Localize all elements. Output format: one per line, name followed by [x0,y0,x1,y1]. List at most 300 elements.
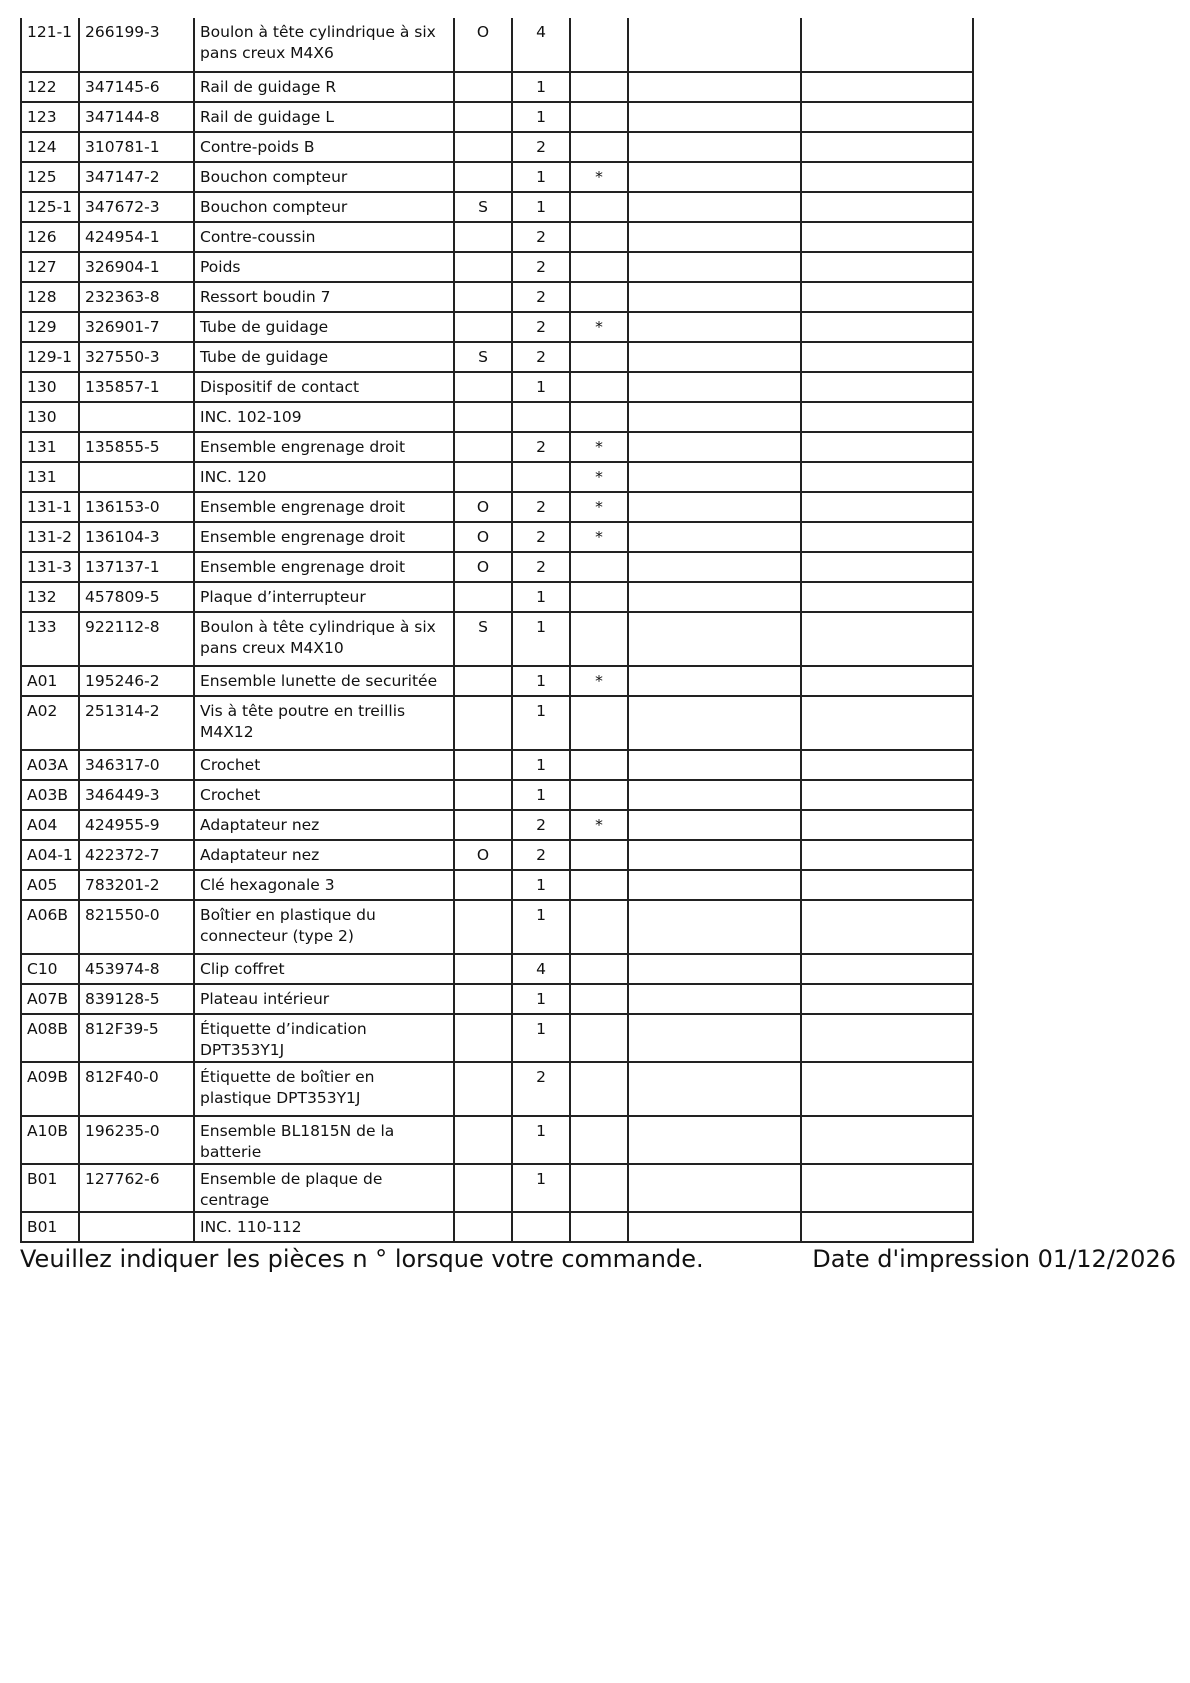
extra-col-2-cell [801,984,973,1014]
quantity-cell: 1 [512,870,570,900]
part-number-cell: 424954-1 [79,222,194,252]
table-row [21,582,973,612]
description-cell: Crochet [194,780,454,810]
description-cell: Boîtier en plastique du connecteur (type 2) [194,900,454,954]
part-number-cell: 195246-2 [79,666,194,696]
extra-col-1-cell [628,192,801,222]
extra-col-2-cell [801,222,973,252]
table-row [21,18,973,72]
item-number-cell: 131-2 [21,522,79,552]
extra-col-2-cell [801,492,973,522]
extra-col-1-cell [628,522,801,552]
note-cell [570,552,628,582]
table-row [21,840,973,870]
extra-col-1-cell [628,222,801,252]
table-row [21,162,973,192]
table-row [21,462,973,492]
item-number-cell: A03A [21,750,79,780]
quantity-cell: 1 [512,102,570,132]
part-number-cell: 137137-1 [79,552,194,582]
part-number-cell: 136153-0 [79,492,194,522]
note-cell: * [570,666,628,696]
extra-col-2-cell [801,900,973,954]
extra-col-2-cell [801,162,973,192]
extra-col-1-cell [628,552,801,582]
note-cell: * [570,462,628,492]
quantity-cell: 2 [512,312,570,342]
parts-table [20,18,974,1243]
extra-col-1-cell [628,462,801,492]
flag-cell: O [454,492,512,522]
part-number-cell: 251314-2 [79,696,194,750]
part-number-cell: 326901-7 [79,312,194,342]
quantity-cell: 2 [512,342,570,372]
part-number-cell [79,402,194,432]
description-cell: Boulon à tête cylindrique à six pans creux M4X6 [194,18,454,72]
extra-col-1-cell [628,492,801,522]
quantity-cell: 1 [512,1014,570,1062]
description-cell: Rail de guidage L [194,102,454,132]
flag-cell: O [454,18,512,72]
part-number-cell: 839128-5 [79,984,194,1014]
description-cell: Contre-poids B [194,132,454,162]
extra-col-1-cell [628,252,801,282]
flag-cell [454,870,512,900]
description-cell: Plateau intérieur [194,984,454,1014]
extra-col-1-cell [628,900,801,954]
part-number-cell: 346317-0 [79,750,194,780]
note-cell [570,750,628,780]
extra-col-2-cell [801,402,973,432]
item-number-cell: 132 [21,582,79,612]
table-row [21,780,973,810]
table-row [21,954,973,984]
quantity-cell: 2 [512,522,570,552]
item-number-cell: A09B [21,1062,79,1116]
note-cell [570,900,628,954]
description-cell: Ensemble lunette de securitée [194,666,454,696]
note-cell [570,102,628,132]
table-row [21,522,973,552]
part-number-cell: 135857-1 [79,372,194,402]
part-number-cell: 457809-5 [79,582,194,612]
note-cell: * [570,522,628,552]
part-number-cell: 310781-1 [79,132,194,162]
extra-col-1-cell [628,780,801,810]
quantity-cell: 1 [512,900,570,954]
item-number-cell: A07B [21,984,79,1014]
print-date: Date d'impression 01/12/2026 [812,1245,1176,1273]
extra-col-1-cell [628,282,801,312]
item-number-cell: A05 [21,870,79,900]
flag-cell: S [454,192,512,222]
description-cell: Tube de guidage [194,312,454,342]
description-cell: Adaptateur nez [194,810,454,840]
item-number-cell: A02 [21,696,79,750]
quantity-cell: 1 [512,666,570,696]
flag-cell [454,1212,512,1242]
note-cell: * [570,162,628,192]
table-row [21,312,973,342]
note-cell [570,840,628,870]
flag-cell [454,1164,512,1212]
flag-cell [454,282,512,312]
description-cell: Tube de guidage [194,342,454,372]
extra-col-1-cell [628,312,801,342]
flag-cell [454,1062,512,1116]
flag-cell: S [454,612,512,666]
flag-cell [454,72,512,102]
description-cell: Ensemble engrenage droit [194,522,454,552]
flag-cell [454,900,512,954]
part-number-cell: 196235-0 [79,1116,194,1164]
quantity-cell: 1 [512,750,570,780]
note-cell [570,696,628,750]
description-cell: Rail de guidage R [194,72,454,102]
quantity-cell: 1 [512,162,570,192]
note-cell [570,780,628,810]
description-cell: Bouchon compteur [194,162,454,192]
description-cell: Contre-coussin [194,222,454,252]
note-cell [570,870,628,900]
extra-col-1-cell [628,1014,801,1062]
flag-cell [454,402,512,432]
extra-col-1-cell [628,954,801,984]
note-cell [570,984,628,1014]
flag-cell [454,750,512,780]
quantity-cell: 4 [512,954,570,984]
description-cell: Bouchon compteur [194,192,454,222]
note-cell [570,1116,628,1164]
extra-col-2-cell [801,432,973,462]
table-row [21,282,973,312]
extra-col-1-cell [628,162,801,192]
note-cell: * [570,312,628,342]
order-instruction-note: Veuillez indiquer les pièces n ° lorsque votre commande. [20,1245,704,1273]
item-number-cell: C10 [21,954,79,984]
note-cell [570,582,628,612]
extra-col-2-cell [801,810,973,840]
parts-table-body [21,18,973,1242]
item-number-cell: 125 [21,162,79,192]
part-number-cell: 347672-3 [79,192,194,222]
quantity-cell: 2 [512,1062,570,1116]
description-cell: Vis à tête poutre en treillis M4X12 [194,696,454,750]
item-number-cell: 123 [21,102,79,132]
extra-col-2-cell [801,1014,973,1062]
extra-col-1-cell [628,72,801,102]
item-number-cell: 133 [21,612,79,666]
quantity-cell: 2 [512,132,570,162]
part-number-cell: 922112-8 [79,612,194,666]
quantity-cell: 2 [512,252,570,282]
item-number-cell: 126 [21,222,79,252]
extra-col-1-cell [628,1062,801,1116]
table-row [21,492,973,522]
item-number-cell: B01 [21,1164,79,1212]
flag-cell [454,780,512,810]
note-cell [570,252,628,282]
note-cell [570,72,628,102]
extra-col-1-cell [628,342,801,372]
quantity-cell: 1 [512,1116,570,1164]
table-row [21,1062,973,1116]
table-row [21,552,973,582]
description-cell: Ensemble engrenage droit [194,432,454,462]
part-number-cell: 347147-2 [79,162,194,192]
item-number-cell: A04 [21,810,79,840]
part-number-cell: 424955-9 [79,810,194,840]
extra-col-1-cell [628,102,801,132]
quantity-cell: 1 [512,192,570,222]
extra-col-2-cell [801,372,973,402]
extra-col-2-cell [801,750,973,780]
description-cell: Dispositif de contact [194,372,454,402]
extra-col-2-cell [801,666,973,696]
description-cell: Clip coffret [194,954,454,984]
part-number-cell: 422372-7 [79,840,194,870]
part-number-cell: 326904-1 [79,252,194,282]
part-number-cell: 347144-8 [79,102,194,132]
part-number-cell: 821550-0 [79,900,194,954]
item-number-cell: A03B [21,780,79,810]
quantity-cell: 1 [512,372,570,402]
note-cell [570,1014,628,1062]
item-number-cell: B01 [21,1212,79,1242]
extra-col-1-cell [628,984,801,1014]
extra-col-1-cell [628,612,801,666]
flag-cell: O [454,840,512,870]
quantity-cell: 1 [512,984,570,1014]
item-number-cell: 124 [21,132,79,162]
extra-col-2-cell [801,462,973,492]
quantity-cell: 1 [512,72,570,102]
flag-cell [454,372,512,402]
part-number-cell: 783201-2 [79,870,194,900]
description-cell: INC. 110-112 [194,1212,454,1242]
table-row [21,750,973,780]
quantity-cell: 2 [512,222,570,252]
extra-col-1-cell [628,750,801,780]
flag-cell [454,696,512,750]
extra-col-1-cell [628,132,801,162]
extra-col-2-cell [801,72,973,102]
table-row [21,612,973,666]
item-number-cell: 130 [21,402,79,432]
note-cell [570,342,628,372]
table-row [21,342,973,372]
item-number-cell: A06B [21,900,79,954]
table-row [21,192,973,222]
quantity-cell: 2 [512,840,570,870]
table-row [21,696,973,750]
quantity-cell: 2 [512,492,570,522]
item-number-cell: 121-1 [21,18,79,72]
table-row [21,222,973,252]
part-number-cell: 127762-6 [79,1164,194,1212]
description-cell: INC. 120 [194,462,454,492]
table-row [21,900,973,954]
extra-col-2-cell [801,1212,973,1242]
description-cell: Ressort boudin 7 [194,282,454,312]
table-row [21,102,973,132]
item-number-cell: A10B [21,1116,79,1164]
description-cell: Poids [194,252,454,282]
item-number-cell: 131 [21,432,79,462]
table-row [21,132,973,162]
quantity-cell: 1 [512,696,570,750]
note-cell [570,282,628,312]
extra-col-2-cell [801,312,973,342]
flag-cell [454,102,512,132]
description-cell: Étiquette de boîtier en plastique DPT353Y1J [194,1062,454,1116]
table-row [21,1014,973,1062]
note-cell [570,954,628,984]
flag-cell [454,666,512,696]
quantity-cell: 1 [512,612,570,666]
extra-col-2-cell [801,102,973,132]
flag-cell [454,582,512,612]
table-row [21,666,973,696]
flag-cell [454,312,512,342]
extra-col-2-cell [801,282,973,312]
description-cell: Ensemble engrenage droit [194,552,454,582]
flag-cell: O [454,552,512,582]
item-number-cell: 125-1 [21,192,79,222]
extra-col-2-cell [801,132,973,162]
table-row [21,1116,973,1164]
extra-col-1-cell [628,870,801,900]
flag-cell [454,1116,512,1164]
note-cell [570,222,628,252]
table-row [21,870,973,900]
note-cell [570,1062,628,1116]
item-number-cell: A08B [21,1014,79,1062]
table-row [21,984,973,1014]
extra-col-2-cell [801,522,973,552]
flag-cell [454,954,512,984]
extra-col-1-cell [628,810,801,840]
extra-col-1-cell [628,18,801,72]
part-number-cell: 812F39-5 [79,1014,194,1062]
quantity-cell: 4 [512,18,570,72]
item-number-cell: 131 [21,462,79,492]
part-number-cell: 327550-3 [79,342,194,372]
description-cell: Plaque d’interrupteur [194,582,454,612]
extra-col-1-cell [628,372,801,402]
description-cell: Étiquette d’indication DPT353Y1J [194,1014,454,1062]
part-number-cell: 346449-3 [79,780,194,810]
quantity-cell: 1 [512,1164,570,1212]
flag-cell [454,432,512,462]
note-cell: * [570,492,628,522]
extra-col-1-cell [628,840,801,870]
quantity-cell: 2 [512,432,570,462]
flag-cell [454,810,512,840]
extra-col-2-cell [801,1164,973,1212]
part-number-cell: 347145-6 [79,72,194,102]
quantity-cell [512,402,570,432]
flag-cell [454,252,512,282]
description-cell: Ensemble engrenage droit [194,492,454,522]
item-number-cell: 127 [21,252,79,282]
note-cell [570,1164,628,1212]
note-cell [570,402,628,432]
extra-col-1-cell [628,1164,801,1212]
table-row [21,402,973,432]
part-number-cell [79,1212,194,1242]
part-number-cell: 453974-8 [79,954,194,984]
extra-col-2-cell [801,840,973,870]
extra-col-1-cell [628,1116,801,1164]
extra-col-2-cell [801,954,973,984]
part-number-cell: 812F40-0 [79,1062,194,1116]
table-row [21,432,973,462]
extra-col-1-cell [628,696,801,750]
table-row [21,252,973,282]
flag-cell [454,1014,512,1062]
item-number-cell: 122 [21,72,79,102]
quantity-cell: 2 [512,810,570,840]
flag-cell [454,222,512,252]
extra-col-2-cell [801,612,973,666]
description-cell: Ensemble BL1815N de la batterie [194,1116,454,1164]
extra-col-1-cell [628,432,801,462]
extra-col-2-cell [801,342,973,372]
description-cell: Clé hexagonale 3 [194,870,454,900]
note-cell [570,132,628,162]
part-number-cell: 136104-3 [79,522,194,552]
extra-col-2-cell [801,870,973,900]
flag-cell [454,984,512,1014]
table-row [21,1164,973,1212]
extra-col-2-cell [801,18,973,72]
quantity-cell: 1 [512,780,570,810]
note-cell [570,612,628,666]
table-row [21,1212,973,1242]
extra-col-2-cell [801,582,973,612]
item-number-cell: A01 [21,666,79,696]
extra-col-2-cell [801,780,973,810]
item-number-cell: 129 [21,312,79,342]
quantity-cell: 1 [512,582,570,612]
table-row [21,72,973,102]
item-number-cell: 130 [21,372,79,402]
note-cell [570,372,628,402]
note-cell: * [570,810,628,840]
item-number-cell: 128 [21,282,79,312]
flag-cell: S [454,342,512,372]
quantity-cell [512,1212,570,1242]
note-cell: * [570,432,628,462]
item-number-cell: 129-1 [21,342,79,372]
note-cell [570,192,628,222]
description-cell: Adaptateur nez [194,840,454,870]
table-row [21,810,973,840]
flag-cell [454,162,512,192]
extra-col-1-cell [628,1212,801,1242]
quantity-cell: 2 [512,552,570,582]
description-cell: Crochet [194,750,454,780]
extra-col-1-cell [628,582,801,612]
part-number-cell: 266199-3 [79,18,194,72]
part-number-cell: 135855-5 [79,432,194,462]
quantity-cell [512,462,570,492]
extra-col-2-cell [801,1062,973,1116]
table-row [21,372,973,402]
extra-col-2-cell [801,192,973,222]
part-number-cell: 232363-8 [79,282,194,312]
